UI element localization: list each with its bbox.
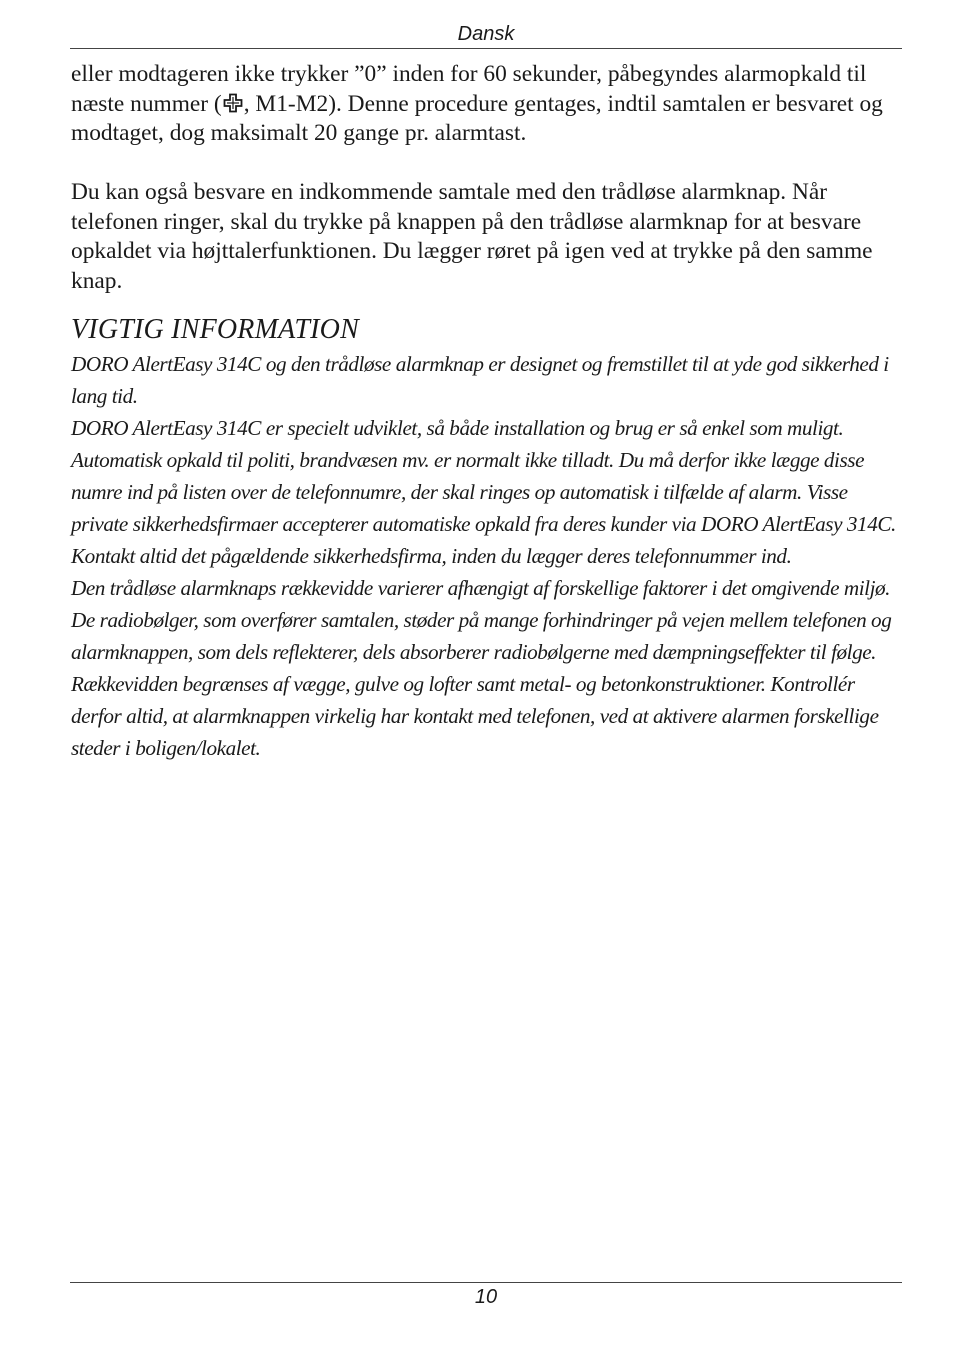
cross-icon (223, 92, 243, 112)
info-paragraph-emergency-numbers: Automatisk opkald til politi, brandvæsen mv. er normalt ikke tilladt. Du må derfor ikke lægge disse numre ind på listen over de telefonnumre, der skal ringes op automatisk i tilfælde af alarm. Visse private sikkerhedsfirmaer accepterer automatiske opkald fra deres kunder via DORO AlertEasy 314C. Kontakt altid det pågældende sikkerhedsfirma, inden du lægger deres telefonnummer ind. (71, 448, 896, 568)
info-paragraph-durability: DORO AlertEasy 314C og den trådløse alarmknap er designet og fremstillet til at yde god sikkerhed i lang tid. (71, 352, 889, 408)
paragraph-text-after-icon: , M1-M2). Denne procedure gentages, indtil samtalen er besvaret og modtaget, dog maksimalt 20 gange pr. alarmtast. (71, 90, 883, 146)
footer-divider (70, 1282, 902, 1283)
page-number: 10 (474, 1286, 498, 1308)
header-divider (70, 48, 902, 49)
paragraph-text-before-icon: eller modtageren ikke trykker ”0” inden for 60 sekunder, påbegyndes alarmopkald til næste nummer ( (71, 61, 867, 117)
info-paragraph-ease-of-use: DORO AlertEasy 314C er specielt udviklet, så både installation og brug er så enkel som muligt. (71, 416, 844, 440)
body-paragraph-alarm-sequence (71, 60, 903, 149)
important-information-heading: VIGTIG INFORMATION (71, 314, 359, 345)
info-paragraph-wireless-range: Den trådløse alarmknaps rækkevidde varierer afhængigt af forskellige faktorer i det omgivende miljø. De radiobølger, som overfører samtalen, støder på mange forhindringer på vejen mellem telefonen og alarmknappen, som dels reflekterer, dels absorberer radiobølgerne med dæmpningseffekter til følge. Rækkevidden begrænses af vægge, gulve og lofter samt metal- og betonkonstruktioner. Kontrollér derfor altid, at alarmknappen virkelig har kontakt med telefonen, ved at aktivere alarmen forskellige steder i boligen/lokalet. (71, 576, 892, 760)
body-paragraph-wireless-answer: Du kan også besvare en indkommende samtale med den trådløse alarmknap. Når telefonen ringer, skal du trykke på knappen på den trådløse alarmknap for at besvare opkaldet via højttalerfunktionen. Du lægger røret på igen ved at trykke på den samme knap. (71, 179, 873, 294)
important-information-block (71, 348, 905, 764)
page-header-language: Dansk (457, 23, 515, 45)
